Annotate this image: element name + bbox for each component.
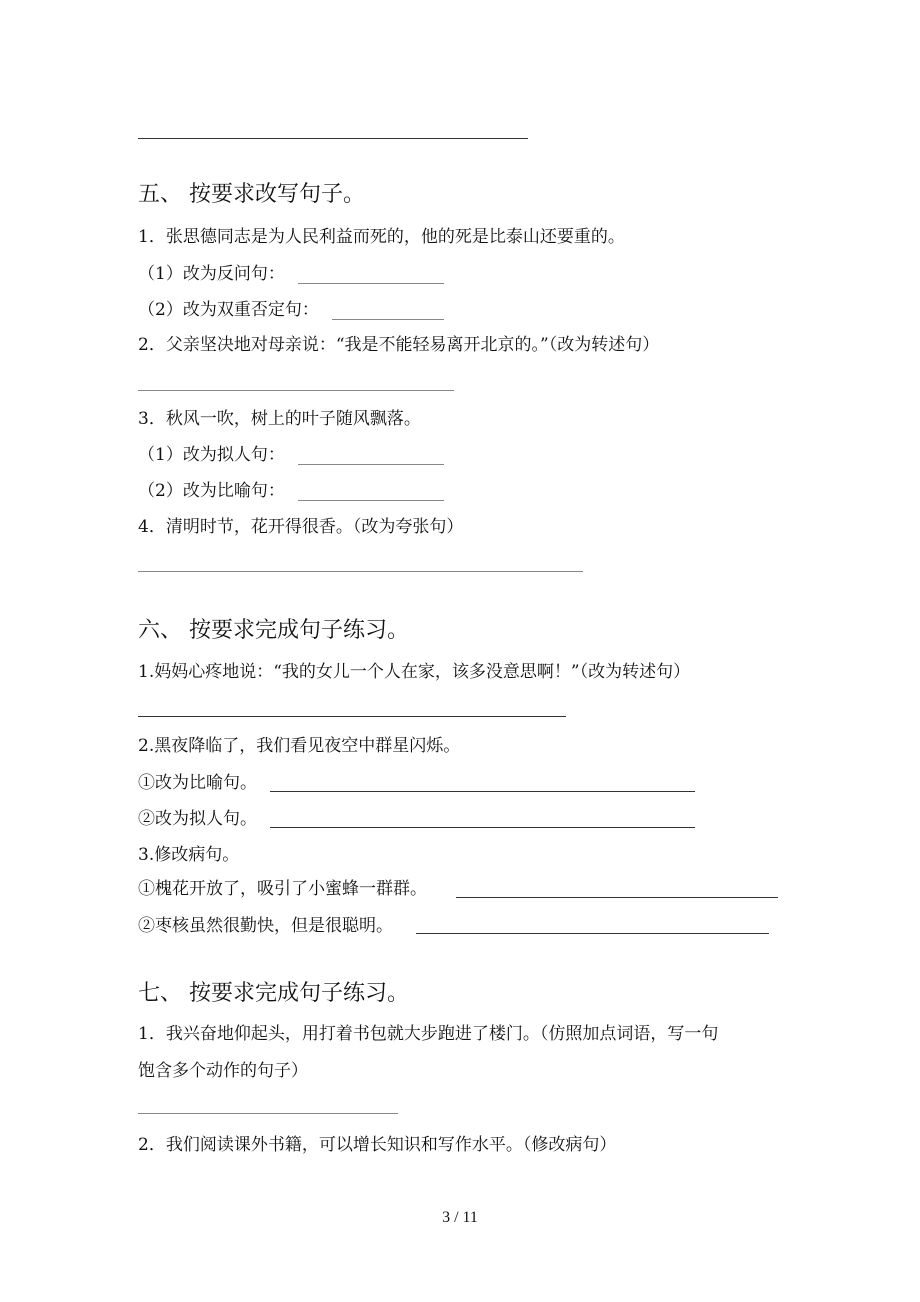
s6-question-3: 3.修改病句。	[138, 845, 240, 865]
s6-answer-2a[interactable]	[270, 791, 695, 792]
section-5-title: 五、 按要求改写句子。	[138, 182, 365, 207]
section-6-title: 六、 按要求完成句子练习。	[138, 618, 409, 643]
s5-question-3a: （1）改为拟人句：	[138, 445, 285, 465]
s5-question-1b: （2）改为双重否定句：	[138, 300, 319, 320]
s6-question-3a: ①槐花开放了，吸引了小蜜蜂一群群。	[138, 879, 427, 899]
section-7-title: 七、 按要求完成句子练习。	[138, 981, 409, 1006]
s6-question-2: 2.黑夜降临了，我们看见夜空中群星闪烁。	[138, 736, 461, 756]
s5-question-4: 4．清明时节，花开得很香。（改为夸张句）	[138, 517, 464, 537]
s7-question-2: 2．我们阅读课外书籍，可以增长知识和写作水平。（修改病句）	[138, 1135, 617, 1155]
s5-answer-4[interactable]	[138, 571, 583, 572]
s5-answer-1b[interactable]	[332, 319, 444, 320]
s6-answer-2b[interactable]	[270, 827, 695, 828]
s7-answer-1[interactable]	[138, 1113, 398, 1114]
s5-question-3: 3．秋风一吹，树上的叶子随风飘落。	[138, 409, 421, 429]
s5-question-2: 2．父亲坚决地对母亲说：“我是不能轻易离开北京的。”（改为转述句）	[138, 335, 660, 355]
s6-question-3b: ②枣核虽然很勤快，但是很聪明。	[138, 916, 393, 936]
s7-question-1-line1: 1．我兴奋地仰起头，用打着书包就大步跑进了楼门。（仿照加点词语，写一句	[138, 1024, 719, 1044]
answer-line-top[interactable]	[138, 138, 528, 139]
s5-question-3b: （2）改为比喻句：	[138, 481, 285, 501]
s7-question-1-line2: 饱含多个动作的句子）	[138, 1061, 308, 1081]
s5-answer-3a[interactable]	[298, 464, 444, 465]
s5-answer-2[interactable]	[138, 390, 454, 391]
s6-answer-1[interactable]	[138, 716, 566, 717]
page-number: 3 / 11	[442, 1209, 478, 1226]
s6-question-2a: ①改为比喻句。	[138, 773, 257, 793]
s6-question-2b: ②改为拟人句。	[138, 809, 257, 829]
s5-question-1a: （1）改为反问句：	[138, 264, 285, 284]
s6-question-1: 1.妈妈心疼地说：“我的女儿一个人在家，该多没意思啊！”（改为转述句）	[138, 662, 691, 682]
s6-answer-3a[interactable]	[456, 897, 778, 898]
s5-question-1: 1．张思德同志是为人民利益而死的，他的死是比泰山还要重的。	[138, 227, 625, 247]
s5-answer-3b[interactable]	[298, 500, 444, 501]
s6-answer-3b[interactable]	[416, 933, 769, 934]
s5-answer-1a[interactable]	[298, 283, 444, 284]
